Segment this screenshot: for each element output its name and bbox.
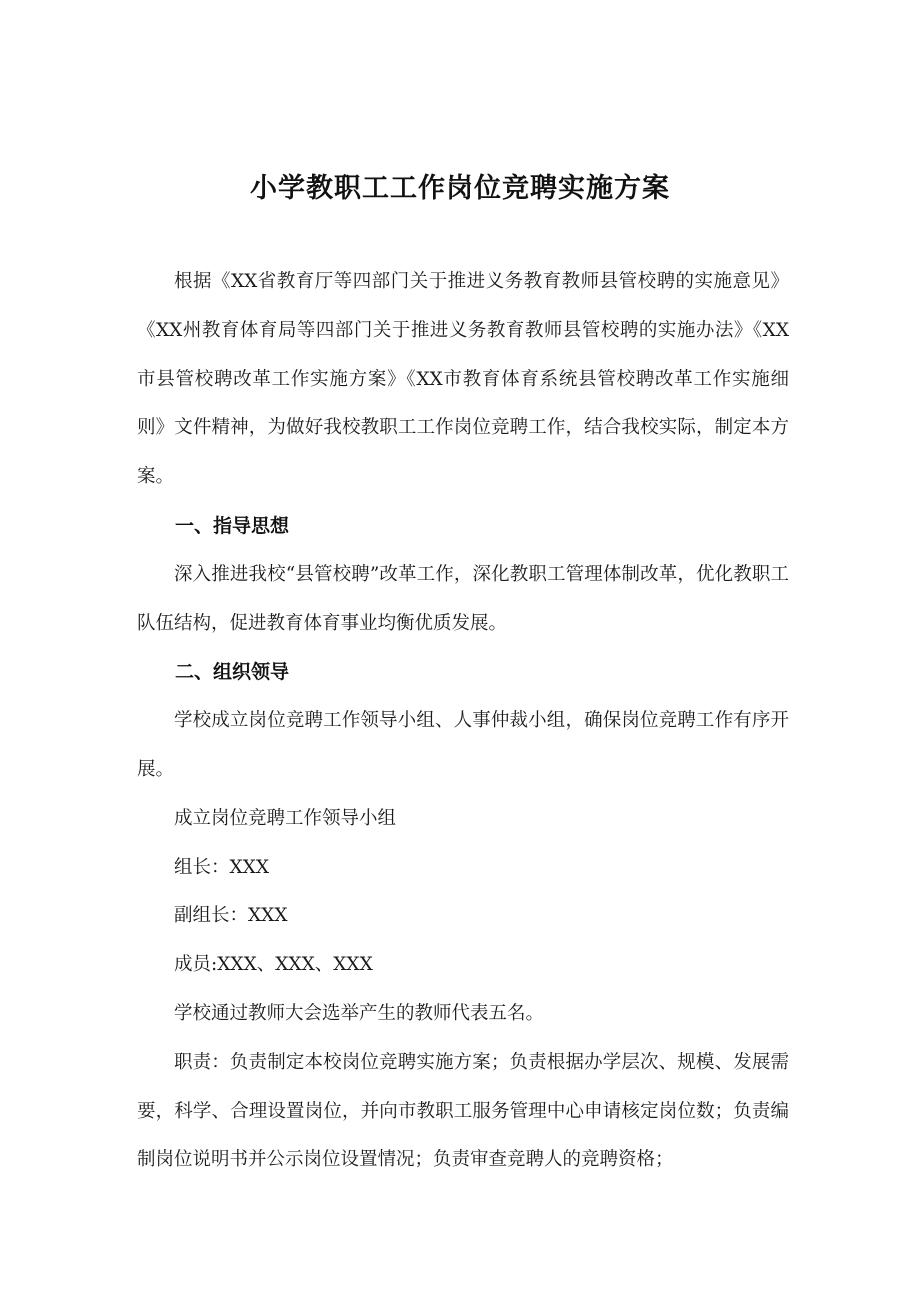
section-heading-guiding-ideology: 一、指导思想 — [175, 514, 290, 537]
members-line: 成员:XXX、XXX、XXX — [174, 954, 373, 976]
deputy-leader-line: 副组长：XXX — [174, 905, 288, 927]
organization-paragraph: 学校成立岗位竞聘工作领导小组、人事仲裁小组，确保岗位竞聘工作有序开展。 — [137, 710, 789, 780]
teacher-representatives-line: 学校通过教师大会选举产生的教师代表五名。 — [174, 1002, 545, 1024]
guiding-ideology-paragraph: 深入推进我校“县管校聘”改革工作，深化教职工管理体制改革，优化教职工队伍结构，促进教育体育事业均衡优质发展。 — [137, 563, 789, 634]
leadership-group-title: 成立岗位竞聘工作领导小组 — [174, 807, 397, 829]
group-leader-line: 组长：XXX — [174, 856, 270, 878]
intro-paragraph: 根据《XX省教育厅等四部门关于推进义务教育教师县管校聘的实施意见》《XX州教育体育局等四部门关于推进义务教育教师县管校聘的实施办法》《XX市县管校聘改革工作实施方案》《XX市教育体育系统县管校聘改革工作实施细则》文件精神，为做好我校教职工工作岗位竞聘工作，结合我校实际，制定本方案。 — [137, 271, 789, 488]
section-heading-organization: 二、组织领导 — [175, 661, 290, 684]
document-body — [137, 258, 789, 1185]
duties-paragraph: 职责：负责制定本校岗位竞聘实施方案；负责根据办学层次、规模、发展需要，科学、合理设置岗位，并向市教职工服务管理中心申请核定岗位数；负责编制岗位说明书并公示岗位设置情况；负责审查竞聘人的竞聘资格； — [137, 1051, 789, 1171]
document-title: 小学教职工工作岗位竞聘实施方案 — [250, 173, 670, 204]
